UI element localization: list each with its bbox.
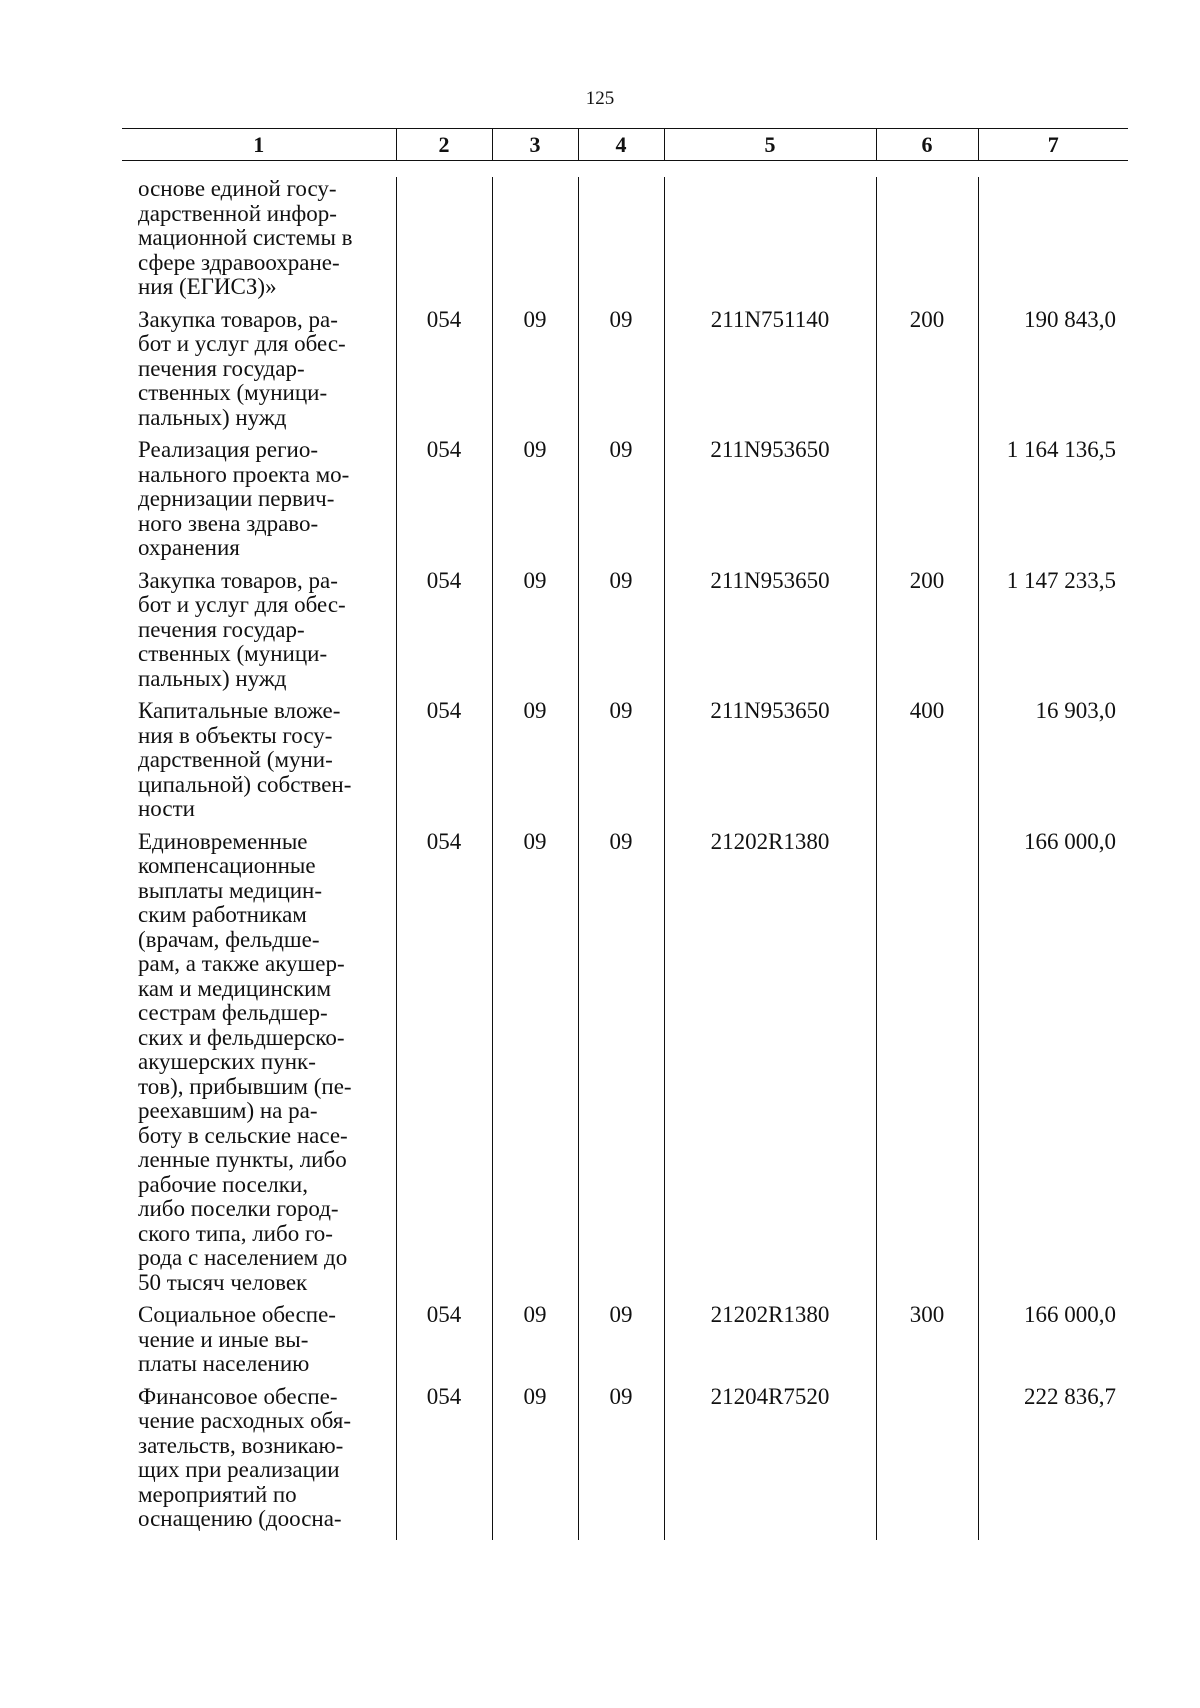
subsection-code-cell: 09 xyxy=(578,1303,664,1385)
header-col-2: 2 xyxy=(396,129,492,161)
table-row xyxy=(122,308,1128,439)
subsection-code-cell: 09 xyxy=(578,830,664,1304)
amount-cell: 166 000,0 xyxy=(978,1303,1128,1385)
row-description: Единовременные компенсационные выплаты медицин- ским работникам (врачам, фельдше- рам, а также акушер- кам и медицинским сестрам фельдшер- ских и фельдшерско- акушерских пунк- тов), прибывшим (пе- реехавшим) на ра- боту в сельские насе- ленные пункты, либо рабочие поселки, либо поселки город- ского типа, либо го- рода с населением до 50 тысяч человек xyxy=(138,828,352,1295)
amount-cell: 190 843,0 xyxy=(978,308,1128,439)
target-code-cell: 211N953650 xyxy=(664,569,876,700)
table-header xyxy=(122,129,1128,161)
page-number: 125 xyxy=(585,88,615,109)
subsection-code-cell: 09 xyxy=(578,699,664,830)
header-col-6: 6 xyxy=(876,129,978,161)
row-description: основе единой госу- дарственной инфор- мационной системы в сфере здравоохране- ния (ЕГИСЗ)» xyxy=(138,176,353,299)
header-col-1: 1 xyxy=(122,129,396,161)
table-body xyxy=(122,161,1128,1540)
chapter-code-cell xyxy=(396,177,492,308)
chapter-code-cell: 054 xyxy=(396,1385,492,1540)
target-code-cell: 211N953650 xyxy=(664,699,876,830)
amount-cell xyxy=(978,177,1128,308)
expense-type-code-cell xyxy=(876,830,978,1304)
subsection-code-cell: 09 xyxy=(578,438,664,569)
chapter-code-cell: 054 xyxy=(396,699,492,830)
expense-type-code-cell: 400 xyxy=(876,699,978,830)
target-code-cell xyxy=(664,177,876,308)
header-col-7: 7 xyxy=(978,129,1128,161)
target-code-cell: 21202R1380 xyxy=(664,830,876,1304)
table-row xyxy=(122,438,1128,569)
section-code-cell: 09 xyxy=(492,1303,578,1385)
row-description: Закупка товаров, ра- бот и услуг для обес- печения государ- ственных (муници- пальных) нужд xyxy=(138,567,346,691)
header-col-3: 3 xyxy=(492,129,578,161)
section-code-cell: 09 xyxy=(492,308,578,439)
row-description: Капитальные вложе- ния в объекты госу- дарственной (муни- ципальной) собствен- ности xyxy=(138,698,352,821)
table-row xyxy=(122,1303,1128,1385)
amount-cell: 16 903,0 xyxy=(978,699,1128,830)
expense-type-code-cell: 200 xyxy=(876,569,978,700)
chapter-code-cell: 054 xyxy=(396,569,492,700)
chapter-code-cell: 054 xyxy=(396,1303,492,1385)
chapter-code-cell: 054 xyxy=(396,830,492,1304)
table-row xyxy=(122,830,1128,1304)
amount-cell: 222 836,7 xyxy=(978,1385,1128,1540)
amount-cell: 1 147 233,5 xyxy=(978,569,1128,700)
row-description: Социальное обеспе- чение и иные вы- платы населению xyxy=(138,1302,336,1376)
table-row xyxy=(122,699,1128,830)
target-code-cell: 211N751140 xyxy=(664,308,876,439)
section-code-cell: 09 xyxy=(492,830,578,1304)
section-code-cell: 09 xyxy=(492,438,578,569)
chapter-code-cell: 054 xyxy=(396,308,492,439)
row-description: Финансовое обеспе- чение расходных обя- зательств, возникаю- щих при реализации мероприятий по оснащению (доосна- xyxy=(138,1383,352,1531)
expense-type-code-cell: 200 xyxy=(876,308,978,439)
section-code-cell: 09 xyxy=(492,699,578,830)
expense-type-code-cell xyxy=(876,177,978,308)
amount-cell: 166 000,0 xyxy=(978,830,1128,1304)
amount-cell: 1 164 136,5 xyxy=(978,438,1128,569)
header-col-4: 4 xyxy=(578,129,664,161)
chapter-code-cell: 054 xyxy=(396,438,492,569)
target-code-cell: 21204R7520 xyxy=(664,1385,876,1540)
table-row xyxy=(122,1385,1128,1540)
target-code-cell: 21202R1380 xyxy=(664,1303,876,1385)
table-row xyxy=(122,569,1128,700)
target-code-cell: 211N953650 xyxy=(664,438,876,569)
subsection-code-cell: 09 xyxy=(578,569,664,700)
table-row xyxy=(122,177,1128,308)
header-col-5: 5 xyxy=(664,129,876,161)
subsection-code-cell: 09 xyxy=(578,308,664,439)
section-code-cell: 09 xyxy=(492,569,578,700)
subsection-code-cell xyxy=(578,177,664,308)
row-description: Реализация регио- нального проекта мо- дернизации первич- ного звена здраво- охранения xyxy=(138,437,350,560)
row-description: Закупка товаров, ра- бот и услуг для обес- печения государ- ственных (муници- пальных) нужд xyxy=(138,306,346,430)
section-code-cell xyxy=(492,177,578,308)
expense-type-code-cell xyxy=(876,1385,978,1540)
subsection-code-cell: 09 xyxy=(578,1385,664,1540)
expense-type-code-cell: 300 xyxy=(876,1303,978,1385)
section-code-cell: 09 xyxy=(492,1385,578,1540)
expense-type-code-cell xyxy=(876,438,978,569)
budget-table xyxy=(122,128,1128,1540)
